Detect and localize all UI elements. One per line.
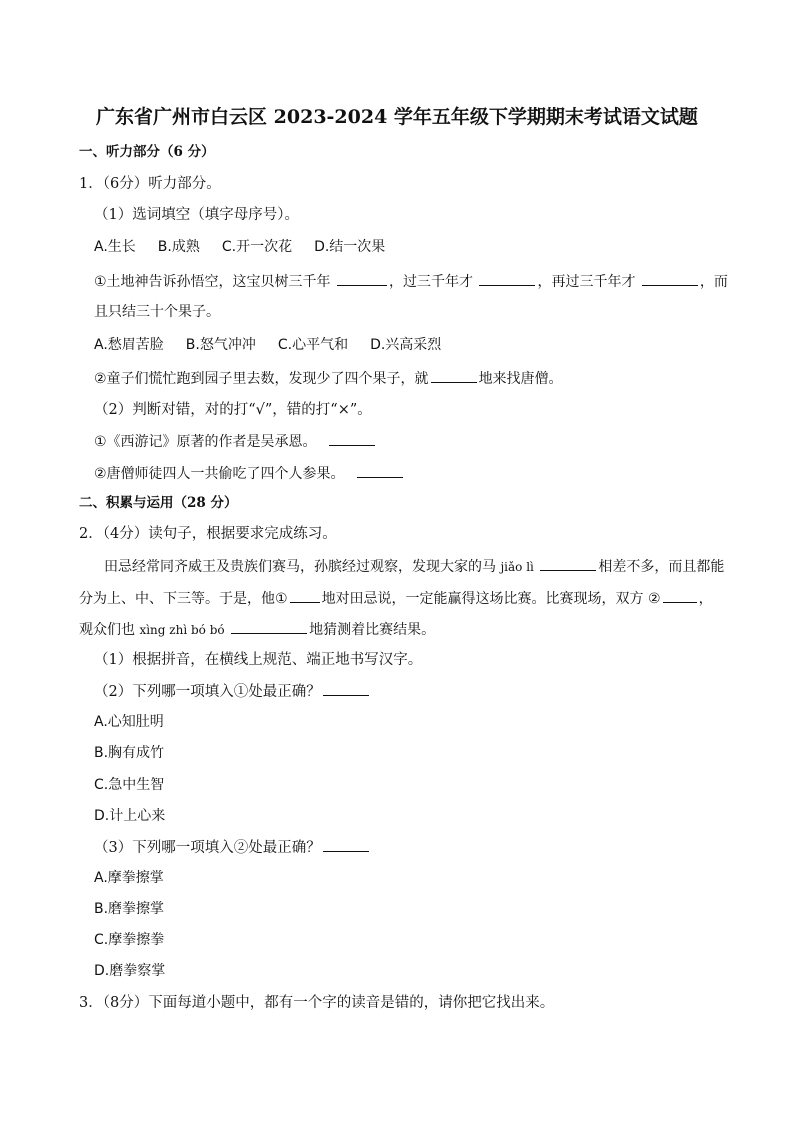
q2-sub3-option-b: B.磨拳擦掌 (94, 901, 165, 917)
q1-options-1 (94, 237, 407, 257)
q1-judge-2: ②唐僧师徒四人一共偷吃了四个人参果。 (94, 463, 405, 484)
answer-blank[interactable] (231, 619, 307, 634)
option-d: D.结一次果 (314, 239, 386, 255)
q2-sub1: （1）根据拼音，在横线上规范、端正地书写汉字。 (94, 652, 423, 668)
pinyin: xìng zhì bó bó (139, 623, 225, 637)
option-c: C.开一次花 (221, 239, 293, 255)
q1-sub2: （2）判断对错，对的打“√”，错的打“×”。 (94, 402, 372, 418)
q1-judge-1: ①《西游记》原著的作者是吴承恩。 (94, 431, 377, 452)
q1-sentence-1: ①土地神告诉孙悟空，这宝贝树三千年 ，过三千年才 ，再过三千年才 ，而 (94, 271, 718, 292)
option-c: C.心平气和 (277, 337, 349, 353)
q2-sub2-option-d: D.计上心来 (94, 808, 166, 824)
question-3-stem: 3．（8分）下面每道小题中，都有一个字的读音是错的，请你把它找出来。 (79, 995, 555, 1011)
answer-blank[interactable] (323, 681, 369, 696)
q2-passage-line-3: 观众们也 xìng zhì bó bó 地猜测着比赛结果。 (79, 619, 435, 640)
q2-sub3: （3）下列哪一项填入②处最正确？ (94, 837, 371, 858)
answer-blank[interactable] (540, 556, 596, 571)
answer-blank[interactable] (323, 837, 369, 852)
q1-sentence-1-cont: 且只结三十个果子。 (94, 304, 220, 320)
question-1-stem: 1．（6分）听力部分。 (79, 176, 221, 192)
option-d: D.兴高采烈 (370, 337, 442, 353)
q1-options-2 (94, 335, 463, 355)
answer-blank[interactable] (663, 588, 697, 603)
page-title: 广东省广州市白云区 2023-2024 学年五年级下学期期末考试语文试题 (96, 106, 698, 128)
q2-sub3-option-d: D.磨拳察掌 (94, 963, 166, 979)
answer-blank[interactable] (357, 463, 403, 478)
answer-blank[interactable] (337, 271, 387, 286)
pinyin: jiǎo lì (500, 560, 534, 574)
section-heading-usage: 二、积累与运用（28 分） (79, 495, 238, 511)
answer-blank[interactable] (329, 431, 375, 446)
option-b: B.成熟 (157, 239, 200, 255)
q2-sub2-option-b: B.胸有成竹 (94, 745, 165, 761)
q2-sub2-option-c: C.急中生智 (94, 777, 165, 793)
answer-blank[interactable] (479, 271, 535, 286)
q2-sub3-option-c: C.摩拳擦拳 (94, 932, 165, 948)
answer-blank[interactable] (431, 368, 477, 383)
section-heading-listening: 一、听力部分（6 分） (79, 144, 215, 160)
q1-sub1: （1）选词填空（填字母序号）。 (94, 207, 299, 223)
question-2-stem: 2．（4分）读句子，根据要求完成练习。 (79, 526, 337, 542)
q2-passage-line-1: 田忌经常同齐威王及贵族们赛马，孙膑经过观察，发现大家的马 jiǎo lì 相差不多，而且都能 (104, 556, 724, 577)
option-a: A.生长 (94, 239, 136, 255)
q2-sub3-option-a: A.摩拳擦掌 (94, 870, 164, 886)
answer-blank[interactable] (290, 588, 320, 603)
q1-sentence-2: ②童子们慌忙跑到园子里去数，发现少了四个果子，就 地来找唐僧。 (94, 368, 563, 389)
option-b: B.怒气冲冲 (185, 337, 256, 353)
q2-passage-line-2: 分为上、中、下三等。于是，他① 地对田忌说，一定能赢得这场比赛。比赛现场，双方 ② ， (79, 588, 713, 609)
answer-blank[interactable] (642, 271, 698, 286)
q2-sub2-option-a: A.心知肚明 (94, 714, 164, 730)
option-a: A.愁眉苦脸 (94, 337, 164, 353)
q2-sub2: （2）下列哪一项填入①处最正确？ (94, 681, 371, 702)
